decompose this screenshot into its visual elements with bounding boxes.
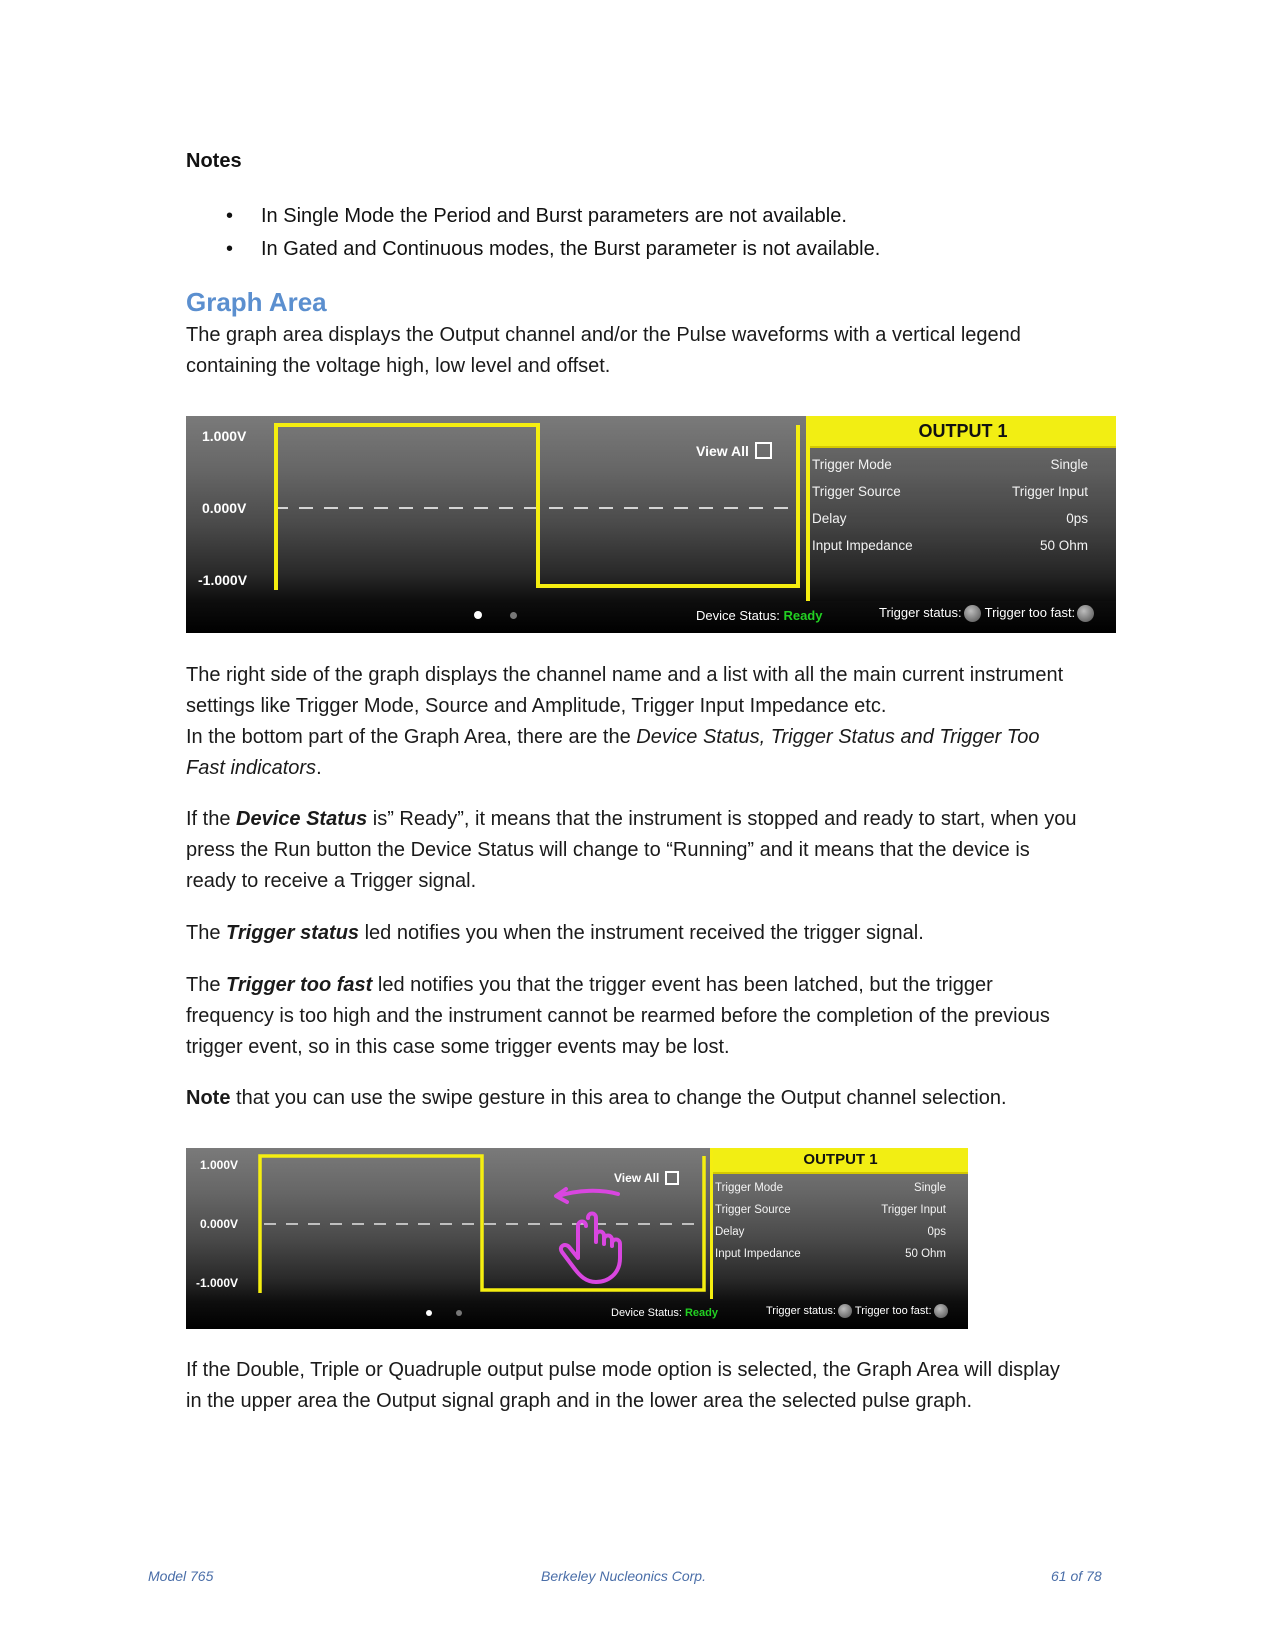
- graph-area-swipe[interactable]: [186, 1148, 968, 1329]
- view-all-toggle[interactable]: [614, 1171, 679, 1185]
- voltage-high-label: 1.000V: [202, 428, 247, 444]
- footer-model: Model 765: [148, 1568, 214, 1584]
- setting-row: Input Impedance 50 Ohm: [715, 1248, 946, 1260]
- device-status: Device Status: Ready: [611, 1307, 719, 1319]
- trigger-status-led: [838, 1304, 852, 1318]
- page-indicator-active[interactable]: [474, 611, 482, 619]
- swipe-gesture-icon: [548, 1186, 638, 1286]
- status-bar: [186, 1301, 968, 1329]
- trigger-too-fast-led: [1077, 605, 1094, 622]
- paragraph-swipe-note: Note that you can use the swipe gesture in this area to change the Output channel selection.: [186, 1087, 1007, 1109]
- page-indicator-inactive[interactable]: [510, 612, 517, 619]
- intro-paragraph: The graph area displays the Output channel and/or the Pulse waveforms with a vertical legend containing the voltage high, low level and offset.: [186, 324, 1021, 377]
- section-heading: Graph Area: [186, 287, 327, 317]
- device-status-value: Ready: [783, 608, 823, 623]
- view-all-checkbox[interactable]: [755, 442, 772, 459]
- voltage-low-label: -1.000V: [198, 572, 248, 588]
- bullet-marker: •: [226, 238, 234, 260]
- notes-title: Notes: [186, 150, 242, 172]
- device-status-value: Ready: [684, 1307, 719, 1319]
- notes-bullet-2: In Gated and Continuous modes, the Burst parameter is not available.: [261, 238, 881, 260]
- device-status: Device Status: Ready: [696, 608, 823, 623]
- paragraph-device-status: If the Device Status is” Ready”, it means that the instrument is stopped and ready to start, when you press the Run button the Device Status will change to “Running” and it means that the device is ready to receive a Trigger signal.: [186, 808, 1077, 892]
- voltage-high-label: 1.000V: [200, 1158, 239, 1172]
- status-bar: [186, 601, 1116, 633]
- setting-row: Delay 0ps: [715, 1226, 946, 1238]
- settings-panel: [806, 416, 1116, 601]
- trigger-status: Trigger status: Trigger too fast:: [766, 1304, 948, 1318]
- paragraph-trigger-too-fast: The Trigger too fast led notifies you that the trigger event has been latched, but the trigger frequency is too high and the instrument cannot be rearmed before the completion of the previous trigger event, so in this case some trigger events may be lost.: [186, 974, 1050, 1058]
- voltage-offset-label: 0.000V: [200, 1217, 239, 1231]
- setting-row: Input Impedance 50 Ohm: [812, 538, 1088, 553]
- setting-row: Delay 0ps: [812, 511, 1088, 526]
- paragraph-pulse-mode: If the Double, Triple or Quadruple output pulse mode option is selected, the Graph Area will display in the upper area the Output signal graph and in the lower area the selected pulse graph.: [186, 1359, 1060, 1412]
- bullet-marker: •: [226, 205, 234, 227]
- paragraph-right-side: The right side of the graph displays the channel name and a list with all the main current instrument settings like Trigger Mode, Source and Amplitude, Trigger Input Impedance etc. In the bottom part of the Graph Area, there are the Device Status, Trigger Status and Trigger Too Fast indicators.: [186, 664, 1064, 779]
- setting-row: Trigger Mode Single: [812, 457, 1088, 472]
- setting-row: Trigger Mode Single: [715, 1182, 946, 1194]
- paragraph-trigger-status: The Trigger status led notifies you when the instrument received the trigger signal.: [186, 922, 924, 944]
- view-all-label: View All: [696, 442, 749, 459]
- page-indicator-inactive[interactable]: [456, 1310, 462, 1316]
- graph-area-large[interactable]: [186, 416, 1116, 633]
- setting-row: Trigger Source Trigger Input: [715, 1204, 946, 1216]
- channel-name[interactable]: OUTPUT 1: [810, 416, 1116, 448]
- channel-name[interactable]: OUTPUT 1: [713, 1148, 968, 1174]
- view-all-checkbox[interactable]: [665, 1171, 679, 1185]
- trigger-too-fast-led: [934, 1304, 948, 1318]
- voltage-low-label: -1.000V: [196, 1276, 239, 1290]
- footer-company: Berkeley Nucleonics Corp.: [541, 1568, 706, 1584]
- notes-bullet-1: In Single Mode the Period and Burst parameters are not available.: [261, 205, 847, 227]
- settings-panel: [710, 1148, 968, 1299]
- view-all-label: View All: [614, 1171, 660, 1185]
- page-indicator-active[interactable]: [426, 1310, 432, 1316]
- setting-row: Trigger Source Trigger Input: [812, 484, 1088, 499]
- footer-page-number: 61 of 78: [1051, 1568, 1102, 1584]
- trigger-status: Trigger status: Trigger too fast:: [879, 605, 1094, 622]
- view-all-toggle[interactable]: [696, 442, 772, 459]
- trigger-status-led: [964, 605, 981, 622]
- voltage-offset-label: 0.000V: [202, 500, 247, 516]
